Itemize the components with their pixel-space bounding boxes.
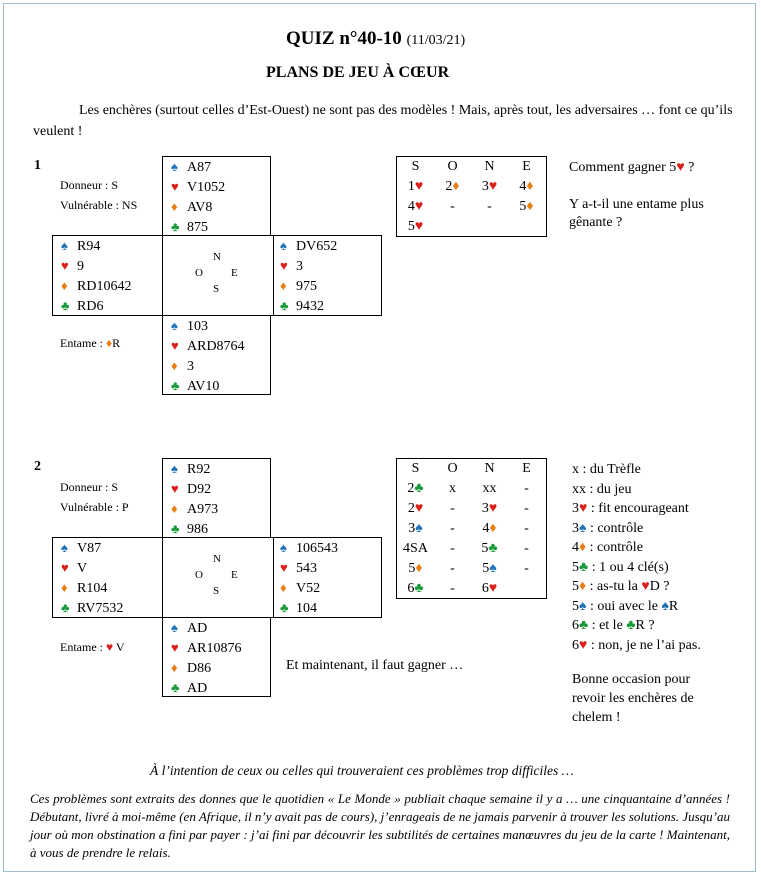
closing-line-2: revoir les enchères de xyxy=(572,691,694,706)
spade-icon: ♠ xyxy=(61,540,68,555)
bid-header: N xyxy=(484,461,495,476)
problem-2-table xyxy=(52,537,382,618)
problem-1-donneur: Donneur : S xyxy=(60,178,118,192)
bid-cell: 6♥ xyxy=(481,581,498,596)
diamond-icon: ♦ xyxy=(61,278,68,293)
spade-icon: ♠ xyxy=(280,238,287,253)
card-holding: V87 xyxy=(77,541,102,556)
legend-item: xx : du jeu xyxy=(572,481,632,497)
problem-1-east-hand xyxy=(272,236,382,316)
diamond-icon: ♦ xyxy=(61,580,68,595)
card-holding: R92 xyxy=(187,462,211,477)
bid-cell: - xyxy=(524,541,529,556)
problem-2-note: Et maintenant, il faut gagner … xyxy=(286,658,464,673)
card-holding: D86 xyxy=(187,661,212,676)
bid-cell: - xyxy=(450,501,455,516)
problem-1-north-hand xyxy=(162,156,271,236)
problem-1-entame: Entame : ♦R xyxy=(60,336,121,350)
page-title: QUIZ n°40-10 (11/03/21) xyxy=(286,28,466,49)
legend-item: 5♣ : 1 ou 4 clé(s) xyxy=(572,559,669,575)
bid-cell: - xyxy=(450,521,455,536)
bid-header: O xyxy=(447,159,458,174)
bid-header: E xyxy=(522,159,531,174)
footer-paragraph: Ces problèmes sont extraits des donnes que le quotidien « Le Monde » publiait chaque semaine il y a … une cinquantaine d’années ! Débutant, livré à moi-même (en Afrique, il n’y avait pas de cours), j’enrageais de ne jamais parvenir à trouver les solutions. Jusqu’au jour où mon obstination a fini par payer : j’ai fini par découvrir les subtilités de certaines manœuvres du jeu de la carte ! Maintenant, à vous de prendre le relais. xyxy=(30,791,730,860)
card-holding: ARD8764 xyxy=(187,339,245,354)
bid-header: E xyxy=(522,461,531,476)
card-holding: RV7532 xyxy=(77,601,124,616)
card-holding: 9432 xyxy=(296,299,324,314)
bid-cell: - xyxy=(450,581,455,596)
problem-1-number: 1 xyxy=(34,158,41,173)
card-holding: V52 xyxy=(296,581,321,596)
problem-2-north-hand xyxy=(162,458,271,538)
bid-cell: x xyxy=(449,481,456,496)
bid-cell: 4♦ xyxy=(482,521,497,536)
bid-cell: - xyxy=(524,501,529,516)
card-holding: AD xyxy=(187,681,208,696)
problem-1-question-2b: gênante ? xyxy=(569,215,623,230)
card-holding: AV10 xyxy=(187,379,220,394)
card-holding: AR10876 xyxy=(187,641,242,656)
card-holding: 106543 xyxy=(296,541,338,556)
bid-cell: 3♥ xyxy=(481,501,498,516)
spade-icon: ♠ xyxy=(171,461,178,476)
spade-icon: ♠ xyxy=(171,318,178,333)
spade-icon: ♠ xyxy=(280,540,287,555)
card-holding: 104 xyxy=(296,601,317,616)
bid-cell: - xyxy=(487,199,492,214)
heart-icon: ♥ xyxy=(676,160,685,175)
heart-icon: ♥ xyxy=(171,179,179,194)
card-holding: 9 xyxy=(77,259,84,274)
diamond-icon: ♦ xyxy=(171,660,178,675)
bid-header: S xyxy=(411,159,420,174)
heart-icon: ♥ xyxy=(105,640,114,654)
bid-cell: 4SA xyxy=(403,541,428,556)
heart-icon: ♥ xyxy=(61,560,69,575)
diamond-icon: ♦ xyxy=(171,501,178,516)
problem-2-south-hand xyxy=(162,617,271,697)
card-holding: R94 xyxy=(77,239,101,254)
bid-header: O xyxy=(447,461,458,476)
spade-icon: ♠ xyxy=(171,620,178,635)
card-holding: RD6 xyxy=(77,299,104,314)
legend-item: 3♠ : contrôle xyxy=(572,520,644,536)
bid-cell: - xyxy=(450,541,455,556)
bid-cell: - xyxy=(524,521,529,536)
diamond-icon: ♦ xyxy=(105,336,113,350)
bid-cell: 4♦ xyxy=(519,179,534,194)
spade-icon: ♠ xyxy=(171,159,178,174)
bid-cell: 5♣ xyxy=(481,541,498,556)
legend-item: x : du Trèfle xyxy=(572,462,641,477)
problem-1-question: Comment gagner 5♥ ? xyxy=(569,160,695,175)
closing-line-1: Bonne occasion pour xyxy=(572,672,691,687)
diamond-icon: ♦ xyxy=(280,278,287,293)
bid-cell: 5♦ xyxy=(519,199,534,214)
bid-header: S xyxy=(411,461,420,476)
problem-1-compass: N O E S xyxy=(162,235,274,316)
bid-cell: 2♦ xyxy=(445,179,460,194)
bid-cell: 3♥ xyxy=(481,179,498,194)
card-holding: 986 xyxy=(187,522,208,537)
page-subtitle: PLANS DE JEU À CŒUR xyxy=(266,64,450,81)
card-holding: 975 xyxy=(296,279,317,294)
card-holding: 3 xyxy=(187,359,194,374)
card-holding: R104 xyxy=(77,581,108,596)
title-date: (11/03/21) xyxy=(406,33,466,48)
problem-1-west-hand xyxy=(53,236,163,316)
problem-2-compass: N O E S xyxy=(162,537,274,618)
problem-1-south-hand xyxy=(162,315,271,395)
club-icon: ♣ xyxy=(171,680,180,695)
intro-text: Les enchères (surtout celles d’Est-Ouest) ne sont pas des modèles ! Mais, après tout, les adversaires … font ce qu’ils veulent ! xyxy=(33,103,733,139)
diamond-icon: ♦ xyxy=(171,358,178,373)
card-holding: V xyxy=(77,561,88,576)
bid-cell: - xyxy=(524,481,529,496)
heart-icon: ♥ xyxy=(171,338,179,353)
club-icon: ♣ xyxy=(171,521,180,536)
bid-header: N xyxy=(484,159,495,174)
closing-line-3: chelem ! xyxy=(572,710,621,725)
problem-1-question-2a: Y a-t-il une entame plus xyxy=(569,197,704,212)
problem-1-vulnerable: Vulnérable : NS xyxy=(60,198,138,212)
card-holding: A87 xyxy=(187,160,212,175)
legend-item: 6♥ : non, je ne l’ai pas. xyxy=(572,637,701,653)
card-holding: V1052 xyxy=(187,180,226,195)
problem-2-west-hand xyxy=(53,538,163,618)
legend-item: 5♠ : oui avec le ♠R xyxy=(572,598,679,614)
club-icon: ♣ xyxy=(61,600,70,615)
problem-2-number: 2 xyxy=(34,459,41,474)
club-icon: ♣ xyxy=(280,600,289,615)
club-icon: ♣ xyxy=(171,378,180,393)
bid-cell: 6♣ xyxy=(407,581,424,596)
bid-cell: 2♣ xyxy=(407,481,424,496)
club-icon: ♣ xyxy=(280,298,289,313)
problem-2-entame: Entame : ♥ V xyxy=(60,640,125,654)
card-holding: RD10642 xyxy=(77,279,132,294)
diamond-icon: ♦ xyxy=(280,580,287,595)
footer-intention: À l’intention de ceux ou celles qui trouveraient ces problèmes trop difficiles … xyxy=(150,763,574,778)
card-holding: AV8 xyxy=(187,200,213,215)
legend-item: 4♦ : contrôle xyxy=(572,540,643,555)
card-holding: 103 xyxy=(187,319,208,334)
legend-item: 6♣ : et le ♣R ? xyxy=(572,618,655,633)
bid-cell: - xyxy=(450,199,455,214)
card-holding: DV652 xyxy=(296,239,338,254)
problem-2-east-hand xyxy=(272,538,382,618)
club-icon: ♣ xyxy=(61,298,70,313)
heart-icon: ♥ xyxy=(171,481,179,496)
heart-icon: ♥ xyxy=(171,640,179,655)
heart-icon: ♥ xyxy=(280,560,288,575)
problem-1-bidding-table xyxy=(396,156,547,237)
bid-cell: 1♥ xyxy=(407,179,424,194)
bid-cell: 5♦ xyxy=(408,561,423,576)
card-holding: D92 xyxy=(187,482,212,497)
legend-item: 3♥ : fit encourageant xyxy=(572,501,689,516)
bid-cell: 5♥ xyxy=(407,219,424,234)
problem-2-bidding-table xyxy=(396,458,547,599)
bid-cell: 5♠ xyxy=(482,561,497,576)
card-holding: A973 xyxy=(187,502,219,517)
card-holding: 543 xyxy=(296,561,317,576)
diamond-icon: ♦ xyxy=(171,199,178,214)
card-holding: 875 xyxy=(187,220,208,235)
card-holding: 3 xyxy=(296,259,303,274)
heart-icon: ♥ xyxy=(280,258,288,273)
bid-cell: 3♠ xyxy=(408,521,423,536)
problem-1-table xyxy=(52,235,382,316)
problem-2-donneur: Donneur : S xyxy=(60,480,118,494)
heart-icon: ♥ xyxy=(61,258,69,273)
bid-cell: 2♥ xyxy=(407,501,424,516)
spade-icon: ♠ xyxy=(61,238,68,253)
legend-item: 5♦ : as-tu la ♥D ? xyxy=(572,579,670,594)
bid-cell: 4♥ xyxy=(407,199,424,214)
bid-cell: - xyxy=(450,561,455,576)
problem-2-vulnerable: Vulnérable : P xyxy=(60,500,129,514)
bid-cell: - xyxy=(524,561,529,576)
club-icon: ♣ xyxy=(171,219,180,234)
bid-legend xyxy=(572,460,701,655)
card-holding: AD xyxy=(187,621,208,636)
bid-cell: xx xyxy=(482,481,497,496)
